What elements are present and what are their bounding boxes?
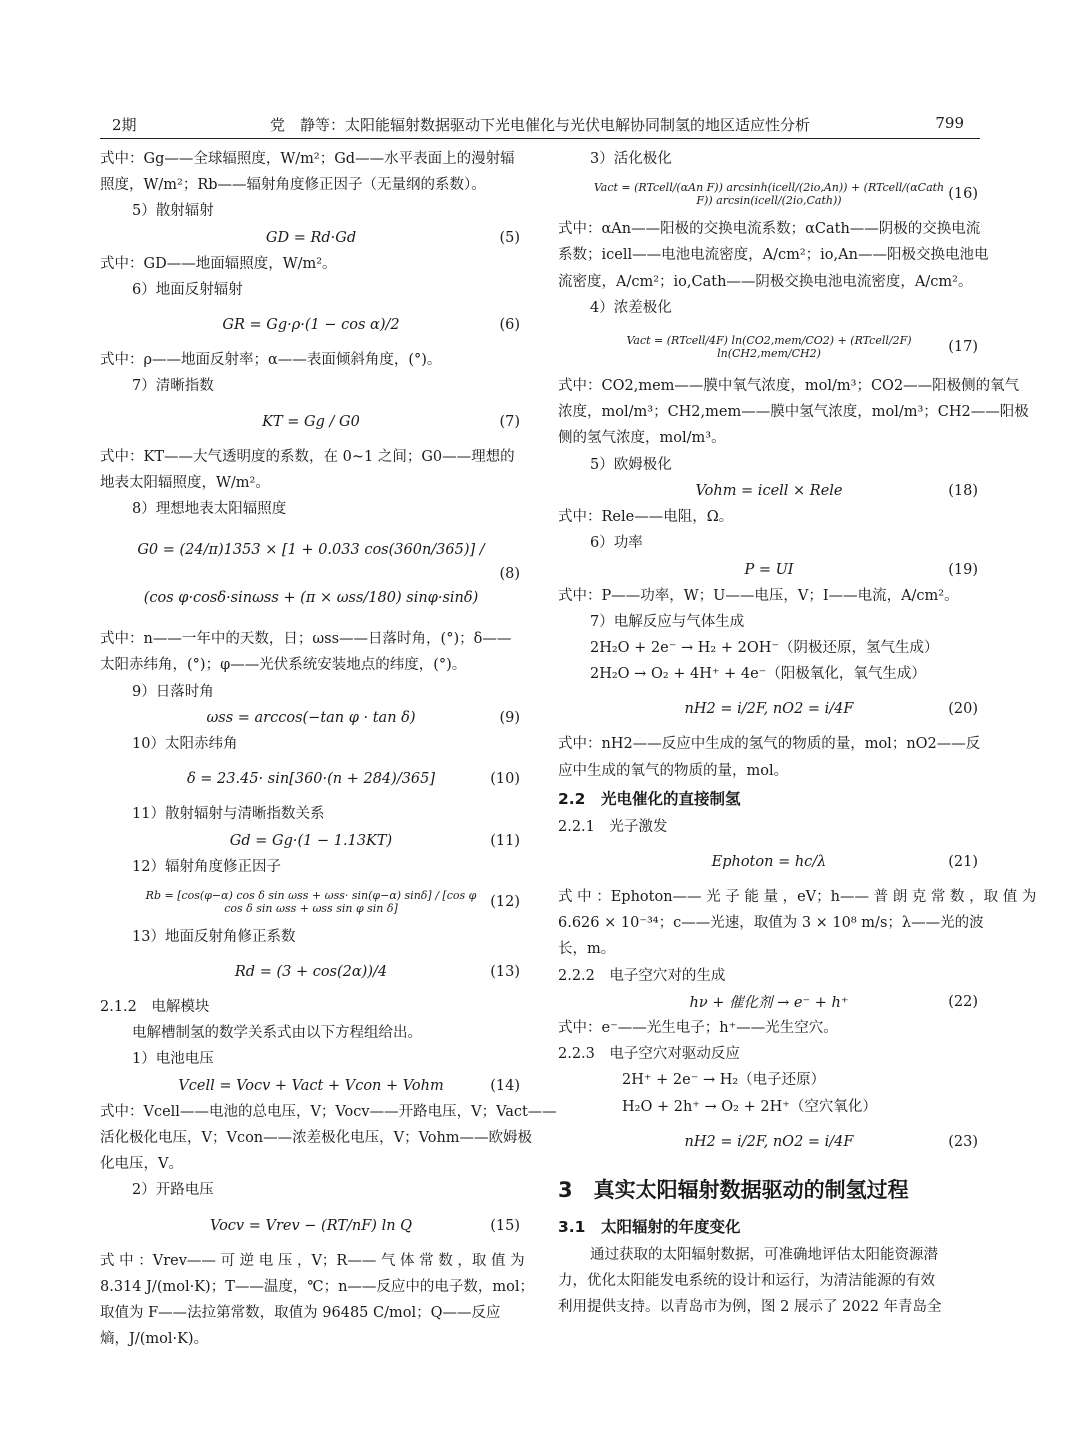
- equation-19: P = UI (19): [744, 561, 978, 578]
- equation-21: Ephoton = hc/λ (21): [711, 854, 978, 871]
- subheading: 9）日落时角: [132, 683, 214, 700]
- subheading: 2）开路电压: [132, 1182, 214, 1199]
- section-heading: 2.2.2 电子空穴对的生成: [558, 967, 726, 984]
- equation-5: GD = Rd·Gd (5): [265, 229, 520, 246]
- text-line: 应中生成的氧气的物质的量，mol。: [558, 762, 789, 779]
- equation-8-line-2: (cos φ·cosδ·sinωss + (π × ωss/180) sinφ·sinδ): [143, 590, 479, 607]
- equation-number: (12): [490, 893, 520, 910]
- text-line: 式中：e⁻——光生电子；h⁺——光生空穴。: [558, 1020, 838, 1037]
- equation-number: (9): [499, 709, 520, 726]
- section-heading: 2.2.1 光子激发: [558, 818, 668, 835]
- subheading: 8）理想地表太阳辐照度: [132, 501, 287, 518]
- text-line: 6.626 × 10⁻³⁴；c——光速，取值为 3 × 10⁸ m/s；λ——光的波: [558, 915, 984, 932]
- equation-number: (10): [490, 771, 520, 788]
- equation-9: ωss = arccos(−tan φ · tan δ) (9): [206, 709, 520, 726]
- text-line: 力，优化太阳能发电系统的设计和运行，为清洁能源的有效: [558, 1273, 935, 1290]
- equation-10: δ = 23.45· sin[360·(n + 284)/365] (10): [186, 771, 520, 788]
- subheading: 6）功率: [590, 535, 643, 552]
- subheading: 3）活化极化: [590, 151, 672, 167]
- running-header: [100, 110, 980, 139]
- text-line: 式中：ρ——地面反射率；α——表面倾斜角度，(°)。: [100, 352, 442, 369]
- text-line: 地表太阳辐照度，W/m²。: [100, 474, 270, 491]
- equation-15: Vocv = Vrev − (RT/nF) ln Q (15): [209, 1217, 520, 1234]
- equation-number: (17): [948, 339, 978, 356]
- section-heading: 2.2.3 电子空穴对驱动反应: [558, 1046, 740, 1063]
- subheading: 6）地面反射辐射: [132, 282, 243, 298]
- section-heading: 2.2 光电催化的直接制氢: [558, 789, 741, 808]
- subheading: 10）太阳赤纬角: [132, 736, 238, 753]
- reaction-equation: 2H⁺ + 2e⁻ → H₂（电子还原）: [622, 1072, 826, 1089]
- subheading: 4）浓差极化: [590, 299, 672, 316]
- text-line: 浓度，mol/m³；CH2,mem——膜中氢气浓度，mol/m³；CH2——阳极: [558, 404, 1029, 421]
- equation-number: (21): [948, 854, 978, 871]
- text-line: 活化极化电压，V；Vcon——浓差极化电压，V；Vohm——欧姆极: [100, 1130, 533, 1147]
- equation-number: (23): [948, 1133, 978, 1150]
- running-title: 党 静等：太阳能辐射数据驱动下光电催化与光伏电解协同制氢的地区适应性分析: [269, 116, 810, 134]
- text-line: 式 中 ：Vrev—— 可 逆 电 压 ，V；R—— 气 体 常 数 ，取 值 为: [100, 1252, 525, 1269]
- text-line: 电解槽制氢的数学关系式由以下方程组给出。: [132, 1025, 422, 1042]
- equation-16: Vact = (RTcell/(αAn F)) arcsinh(icell/(2io,An)) + (RTcell/(αCath F)) arcsin(icell/(2io,Cath)) (16): [593, 181, 978, 208]
- equation-17: Vact = (RTcell/4F) ln(CO2,mem/CO2) + (RTcell/2F) ln(CH2,mem/CH2) (17): [626, 334, 978, 361]
- text-line: 太阳赤纬角，(°)；φ——光伏系统安装地点的纬度，(°)。: [100, 657, 467, 674]
- reaction-equation: 2H₂O → O₂ + 4H⁺ + 4e⁻（阳极氧化，氧气生成）: [590, 666, 926, 683]
- text-line: 长，m。: [558, 941, 616, 958]
- equation-7: KT = Gg / G0 (7): [262, 413, 520, 430]
- subheading: 7）电解反应与气体生成: [590, 613, 745, 630]
- text-line: 式中：P——功率，W；U——电压，V；I——电流，A/cm²。: [558, 587, 959, 604]
- page-number: 799: [935, 114, 964, 132]
- text-line: 式中：GD——地面辐照度，W/m²。: [100, 255, 337, 272]
- equation-number: (18): [948, 482, 978, 499]
- subheading: 1）电池电压: [132, 1051, 214, 1068]
- equation-number: (14): [490, 1077, 520, 1094]
- text-line: 式中：CO2,mem——膜中氧气浓度，mol/m³；CO2——阳极侧的氧气: [558, 378, 1020, 395]
- right-column: [558, 146, 1037, 1320]
- reaction-equation: 2H₂O + 2e⁻ → H₂ + 2OH⁻（阴极还原，氢气生成）: [590, 640, 939, 657]
- equation-23: nH2 = i/2F, nO2 = i/4F (23): [684, 1133, 978, 1150]
- section-heading: 2.1.2 电解模块: [100, 999, 210, 1016]
- text-line: 式中：nH2——反应中生成的氢气的物质的量，mol；nO2——反: [558, 736, 981, 753]
- text-line: 化电压，V。: [100, 1156, 183, 1173]
- equation-number: (19): [948, 561, 978, 578]
- equation-12: Rb = [cos(φ−α) cos δ sin ωss + ωss· sin(φ−α) sinδ] / [cos φ cos δ sin ωss + ωss sin φ sin δ] (12): [145, 888, 520, 915]
- equation-number: (11): [490, 832, 520, 849]
- text-line: 式中：Gg——全球辐照度，W/m²；Gd——水平表面上的漫射辐: [100, 151, 515, 167]
- equation-number: (15): [490, 1217, 520, 1234]
- subheading: 13）地面反射角修正系数: [132, 928, 296, 945]
- equation-8-line-1: G0 = (24/π)1353 × [1 + 0.033 cos(360n/365)] /: [137, 542, 485, 559]
- subheading: 7）清晰指数: [132, 378, 214, 395]
- chapter-heading: 3 真实太阳辐射数据驱动的制氢过程: [558, 1177, 909, 1202]
- section-heading: 3.1 太阳辐射的年度变化: [558, 1217, 741, 1236]
- text-line: 8.314 J/(mol·K)；T——温度，℃；n——反应中的电子数，mol；: [100, 1278, 535, 1295]
- text-line: 取值为 F——法拉第常数，取值为 96485 C/mol；Q——反应: [100, 1305, 501, 1322]
- text-line: 流密度，A/cm²；io,Cath——阴极交换电池电流密度，A/cm²。: [558, 273, 973, 290]
- text-line: 通过获取的太阳辐射数据，可准确地评估太阳能资源潜: [590, 1246, 938, 1263]
- equation-13: Rd = (3 + cos(2α))/4 (13): [234, 964, 520, 981]
- text-line: 侧的氢气浓度，mol/m³。: [558, 430, 726, 447]
- equation-8: [100, 522, 522, 626]
- text-line: 式中：Vcell——电池的总电压，V；Vocv——开路电压，V；Vact——: [100, 1103, 557, 1120]
- equation-6: GR = Gg·ρ·(1 − cos α)/2 (6): [222, 317, 520, 334]
- text-line: 照度，W/m²；Rb——辐射角度修正因子（无量纲的系数）。: [100, 177, 486, 194]
- text-line: 系数；icell——电池电流密度，A/cm²；io,An——阳极交换电池电: [558, 247, 989, 264]
- subheading: 11）散射辐射与清晰指数关系: [132, 806, 325, 823]
- text-line: 式中：αAn——阳极的交换电流系数；αCath——阴极的交换电流: [558, 221, 981, 238]
- text-line: 熵，J/(mol·K)。: [100, 1331, 209, 1348]
- equation-20: nH2 = i/2F, nO2 = i/4F (20): [684, 701, 978, 718]
- subheading: 12）辐射角度修正因子: [132, 858, 281, 875]
- equation-number: (16): [948, 186, 978, 203]
- equation-11: Gd = Gg·(1 − 1.13KT) (11): [229, 832, 520, 849]
- equation-14: Vcell = Vocv + Vact + Vcon + Vohm (14): [178, 1077, 520, 1094]
- text-line: 利用提供支持。以青岛市为例，图 2 展示了 2022 年青岛全: [558, 1299, 942, 1316]
- issue-number: 2期: [112, 116, 137, 134]
- equation-number: (5): [499, 229, 520, 246]
- equation-18: Vohm = icell × Rele (18): [695, 482, 978, 499]
- subheading: 5）散射辐射: [132, 203, 214, 220]
- text-line: 式中：Rele——电阻，Ω。: [558, 509, 734, 526]
- equation-number: (6): [499, 317, 520, 334]
- equation-number: (22): [948, 993, 978, 1010]
- left-column: [100, 146, 557, 1352]
- subheading: 5）欧姆极化: [590, 456, 672, 473]
- reaction-equation: H₂O + 2h⁺ → O₂ + 2H⁺（空穴氧化）: [622, 1098, 877, 1115]
- text-line: 式中：KT——大气透明度的系数，在 0~1 之间；G0——理想的: [100, 448, 515, 465]
- text-line: 式中：n——一年中的天数，日；ωss——日落时角，(°)；δ——: [100, 631, 512, 648]
- equation-number: (7): [499, 413, 520, 430]
- equation-number: (20): [948, 701, 978, 718]
- equation-number: (13): [490, 964, 520, 981]
- text-line: 式 中 ：Ephoton—— 光 子 能 量 ，eV；h—— 普 朗 克 常 数 ，取 值 为: [558, 889, 1037, 906]
- equation-number: (8): [499, 566, 520, 583]
- equation-22: hν + 催化剂 → e⁻ + h⁺ (22): [689, 993, 978, 1012]
